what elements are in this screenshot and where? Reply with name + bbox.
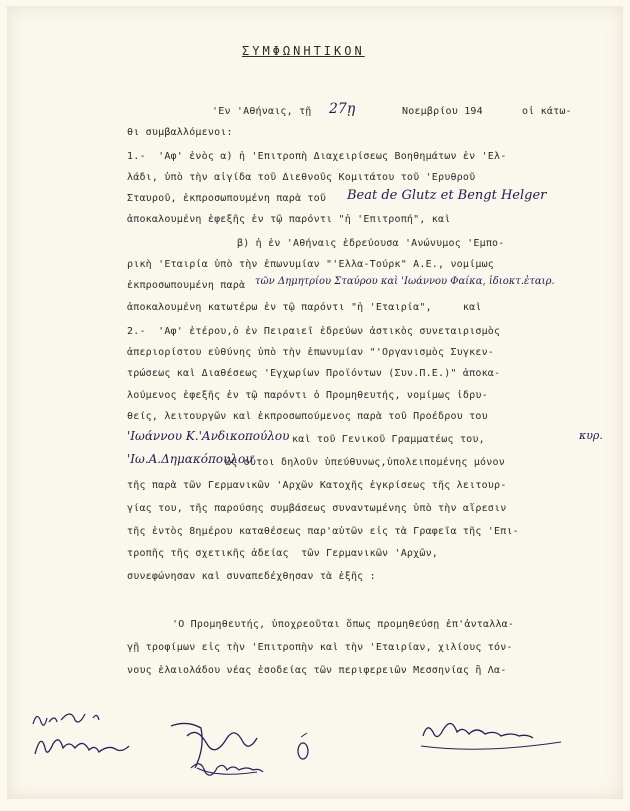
typed-line: θι συμβαλλόμενοι:	[127, 127, 233, 138]
typed-line: Σταυροῦ, ἐκπροσωπουμένη παρὰ τοῦ	[127, 193, 327, 204]
typed-line: καὶ τοῦ Γενικοῦ Γραμματέως του,	[292, 434, 485, 445]
typed-line: τρώσεως καὶ Διαθέσεως 'Εγχωρίων Προϊόντων (Συν.Π.Ε.)" ἀποκα-	[127, 368, 501, 379]
typed-line: 'Ο Προμηθευτής, ὑποχρεοῦται ὅπως προμηθεύσῃ ἐπ'ἀνταλλα-	[172, 619, 515, 630]
signature-third	[187, 754, 287, 784]
typed-line: λάδι, ὑπὸ τὴν αἰγίδα τοῦ Διεθνοῦς Κομιτάτου τοῦ 'Ερυθροῦ	[127, 172, 476, 183]
document-title: ΣΥΜΦΩΝΗΤΙΚΟΝ	[242, 44, 365, 58]
typed-line: γίας του, τῆς παρούσης συμβάσεως συναντωμένης ὑπὸ τὴν αἵρεσιν	[127, 503, 507, 514]
handwritten-secretary-prefix: κυρ.	[579, 429, 603, 442]
signature-mark	[287, 731, 327, 771]
typed-line: ὡς οὗτοι δηλοῦν ὑπεύθυνως,ὑπολειπομένης μόνον	[225, 457, 505, 468]
typed-line: 'Εν 'Αθήναις, τῇ	[212, 106, 312, 117]
typed-line: τῆς ἐντὸς 8ημέρου καταθέσεως παρ'αὐτῶν εἰς τὰ Γραφεῖα τῆς 'Επι-	[127, 526, 519, 537]
typed-line: λούμενος ἐφεξῆς ἐν τῷ παρόντι ὁ Προμηθευτής, νομίμως ἱδρυ-	[127, 390, 488, 401]
signature-right	[417, 706, 597, 756]
typed-line: 2.- 'Αφ' ἑτέρου,ὁ ἐν Πειραιεῖ ἑδρεύων ἀστικὸς συνεταιρισμὸς	[127, 326, 501, 337]
typed-line: ρικὴ 'Εταιρία ὑπὸ τὴν ἐπωνυμίαν "'Ελλα-Τούρκ" Α.Ε., νομίμως	[127, 259, 495, 270]
typed-line: Νοεμβρίου 194	[402, 106, 483, 117]
handwritten-president: 'Ιωάννου Κ.'Ανδικοπούλου	[127, 429, 290, 443]
handwritten-committee-reps: Beat de Glutz et Bengt Helger	[347, 188, 547, 203]
typed-line: 1.- 'Αφ' ἑνὸς α) ἡ 'Επιτροπὴ Διαχειρίσεως Βοηθημάτων ἐν 'Ελ-	[127, 151, 507, 162]
typed-line: ἀποκαλουμένη ἐφεξῆς ἐν τῷ παρόντι "ἡ 'Επιτροπή", καὶ	[127, 214, 451, 225]
handwritten-company-reps: τῶν Δημητρίου Σταύρου καὶ 'Ιωάννου Φαίκα, ἰδιοκτ.ἐταιρ.	[255, 276, 555, 287]
document-page	[7, 6, 623, 799]
typed-line: τροπῆς τῆς σχετικῆς ἀδείας τῶν Γερμανικῶν 'Αρχῶν,	[127, 548, 439, 559]
typed-line: ἐκπροσωπουμένη παρὰ	[127, 280, 246, 291]
typed-line: β) ἡ ἐν 'Αθήναις ἑδρεύουσα 'Ανώνυμος 'Εμπο-	[237, 238, 505, 249]
typed-line: ἀπεριορίστου εὐθύνης ὑπὸ τὴν ἐπωνυμίαν "'Οργανισμὸς Συγκεν-	[127, 347, 495, 358]
signature-beat-de-glutz	[27, 696, 177, 776]
typed-line: συνεφώνησαν καὶ συναπεδέχθησαν τὰ ἑξῆς :	[127, 571, 376, 582]
typed-line: γῇ τροφίμων εἰς τὴν 'Επιτροπὴν καὶ τὴν 'Εταιρίαν, χιλίους τόν-	[127, 642, 513, 653]
typed-line: τῆς παρὰ τῶν Γερμανικῶν 'Αρχῶν Κατοχῆς ἐγκρίσεως τῆς λειτουρ-	[127, 480, 507, 491]
typed-line: θείς, λειτουργῶν καὶ ἐκπροσωπούμενος παρὰ τοῦ Προέδρου του	[127, 411, 488, 422]
typed-line: οἱ κάτω-	[522, 106, 572, 117]
handwritten-day: 27ῃ	[329, 101, 356, 117]
typed-line: ἀποκαλουμένη κατωτέρω ἐν τῷ παρόντι "ἡ 'Εταιρία", καὶ	[127, 302, 482, 313]
handwritten-secretary-name: 'Ιω.Α.Δημακόπουλου	[127, 452, 253, 466]
typed-line: νους ἐλαιολάδου νέας ἐσοδείας τῶν περιφερειῶν Μεσσηνίας ἢ Λα-	[127, 665, 507, 676]
